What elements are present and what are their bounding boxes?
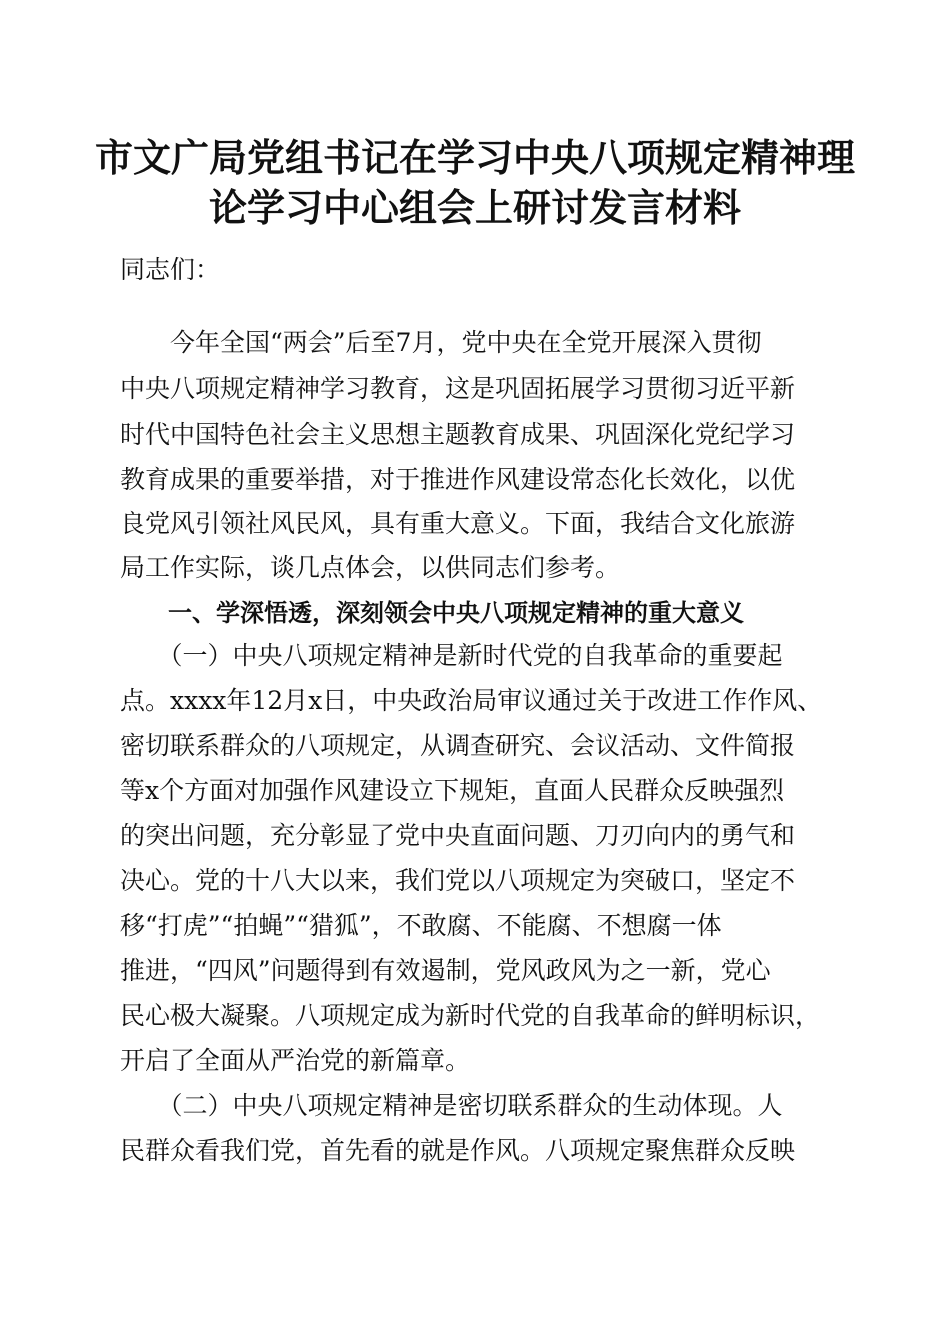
body-line: 的突出问题，充分彰显了党中央直面问题、刀刃向内的勇气和 <box>120 821 796 850</box>
body-line: 民心极大凝聚。八项规定成为新时代党的自我革命的鲜明标识， <box>120 1001 821 1030</box>
body-line: 中央八项规定精神学习教育，这是巩固拓展学习贯彻习近平新 <box>120 374 796 403</box>
body-line: 密切联系群众的八项规定，从调查研究、会议活动、文件简报 <box>120 731 796 760</box>
salutation: 同志们： <box>120 255 221 284</box>
body-line: 推进，“四风”问题得到有效遏制，党风政风为之一新，党心 <box>120 956 771 985</box>
body-line: （二）中央八项规定精神是密切联系群众的生动体现。人 <box>120 1091 783 1120</box>
title-line-2: 论学习中心组会上研讨发言材料 <box>208 185 741 230</box>
body-line: 决心。党的十八大以来，我们党以八项规定为突破口，坚定不 <box>120 866 796 895</box>
body-line: 教育成果的重要举措，对于推进作风建设常态化长效化，以优 <box>120 465 796 494</box>
body-line: 移“打虎”“拍蝇”“猎狐”，不敢腐、不能腐、不想腐一体 <box>120 911 722 940</box>
title-line-1: 市文广局党组书记在学习中央八项规定精神理 <box>94 135 855 180</box>
body-line: 今年全国“两会”后至7月，党中央在全党开展深入贯彻 <box>120 328 762 357</box>
body-line: 等x个方面对加强作风建设立下规矩，直面人民群众反映强烈 <box>120 776 785 805</box>
body-line: 良党风引领社风民风，具有重大意义。下面，我结合文化旅游 <box>120 509 796 538</box>
section-heading: 一、学深悟透，深刻领会中央八项规定精神的重大意义 <box>120 599 744 627</box>
body-line: 点。xxxx年12月x日，中央政治局审议通过关于改进工作作风、 <box>120 686 823 715</box>
body-line: 时代中国特色社会主义思想主题教育成果、巩固深化党纪学习 <box>120 420 796 449</box>
body-line: 民群众看我们党，首先看的就是作风。八项规定聚焦群众反映 <box>120 1136 796 1165</box>
body-line: 开启了全面从严治党的新篇章。 <box>120 1046 471 1075</box>
document-title <box>60 133 890 233</box>
body-line: 局工作实际，谈几点体会，以供同志们参考。 <box>120 553 621 582</box>
body-line: （一）中央八项规定精神是新时代党的自我革命的重要起 <box>120 641 783 670</box>
